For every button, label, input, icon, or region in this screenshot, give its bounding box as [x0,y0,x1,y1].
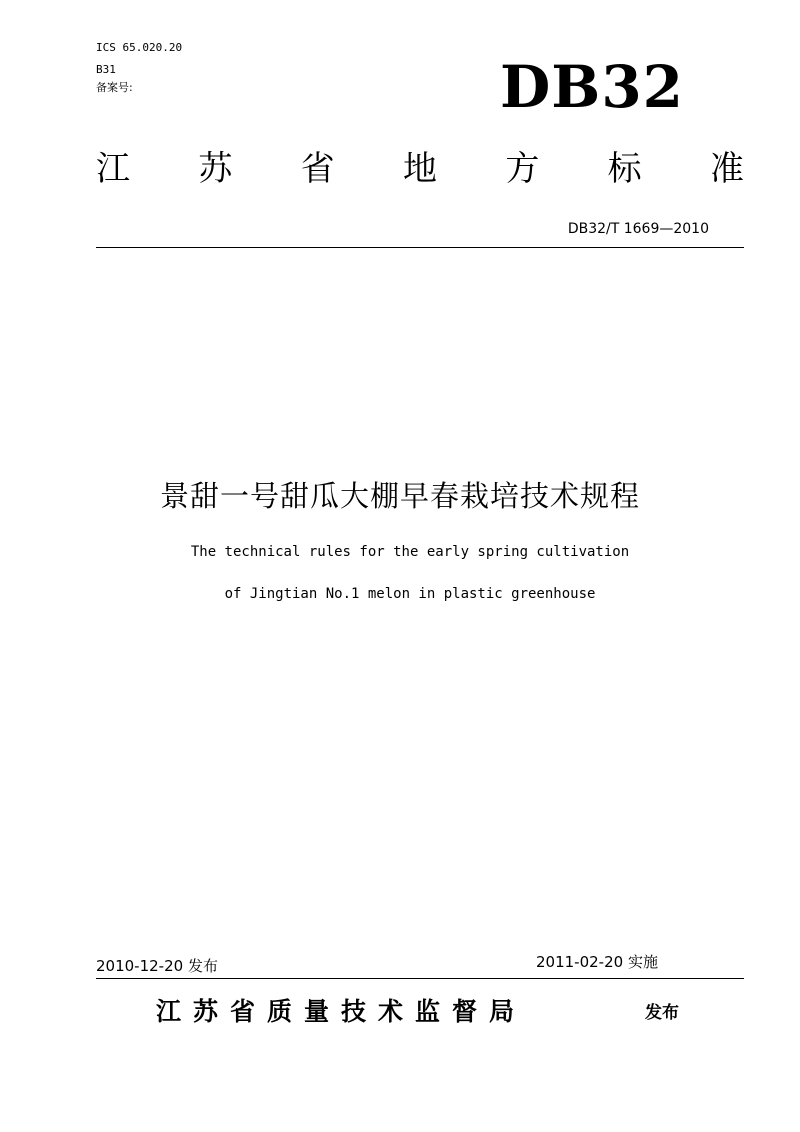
document-title-en-line1: The technical rules for the early spring cultivation [190,544,630,560]
standard-type-char: 苏 [198,149,233,189]
header-divider [96,247,744,248]
issue-date: 2010-12-20 发布 [96,957,218,975]
filing-number-label: 备案号: [96,81,133,94]
standard-number: DB32/T 1669—2010 [567,221,709,237]
issue-label: 发布 [645,1003,679,1023]
classification-code: B31 [96,63,116,76]
implementation-date: 2011-02-20 实施 [536,953,658,971]
standard-type-char: 标 [607,149,642,189]
standard-type-char: 省 [300,149,335,189]
standard-type-char: 地 [402,149,437,189]
document-title-en-line2: of Jingtian No.1 melon in plastic greenhouse [224,586,596,602]
standard-type-char: 方 [505,149,540,189]
footer-divider [96,978,744,979]
ics-code: ICS 65.020.20 [96,41,183,54]
db32-logo: DB32 [500,53,685,121]
issuing-authority: 江苏省质量技术监督局 [156,997,527,1026]
standard-type-char: 江 [96,149,130,189]
standard-type-char: 准 [709,149,744,189]
standard-type-title [96,146,744,192]
document-title-cn: 景甜一号甜瓜大棚早春栽培技术规程 [159,479,640,513]
